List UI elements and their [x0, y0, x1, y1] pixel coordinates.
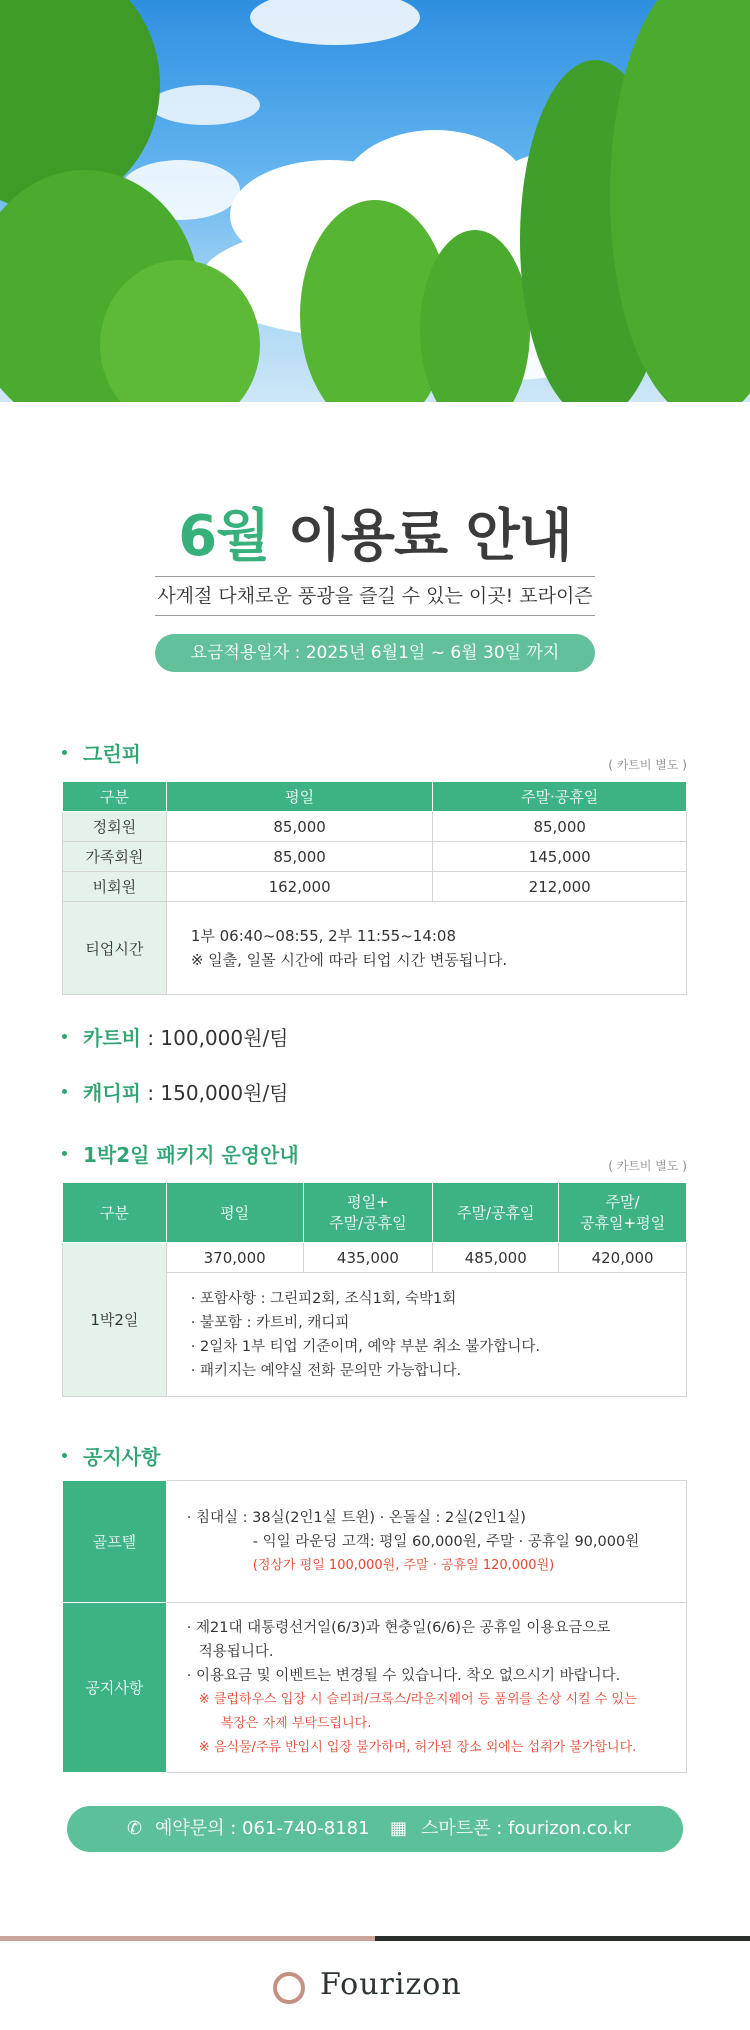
subtitle: 사계절 다채로운 풍광을 즐길 수 있는 이곳! 포라이즌	[155, 576, 595, 616]
smartphone-icon: ▦	[390, 1818, 408, 1839]
notice-line: 적용됩니다.	[198, 1643, 274, 1660]
golftel-rooms: · 침대실 : 38실(2인1실 트윈) · 온돌실 : 2실(2인1실)	[186, 1509, 526, 1526]
hero-image	[0, 0, 750, 402]
table-row: 골프텔 · 침대실 : 38실(2인1실 트윈) · 온돌실 : 2실(2인1실) - 익일 라운딩 고객: 평일 60,000원, 주말 · 공휴일 90,000원 (정상가 평일 100,000원, 주말 · 공휴일 120,000원)	[63, 1481, 687, 1603]
golftel-rate: - 익일 라운딩 고객: 평일 60,000원, 주말 · 공휴일 90,000원	[252, 1533, 640, 1550]
logo-icon	[273, 1972, 305, 2004]
notice-warning: ※ 클럽하우스 입장 시 슬리퍼/크록스/라운지웨어 등 품위를 손상 시킬 수 있는	[198, 1691, 637, 1707]
table-header-row: 구분 평일 주말·공휴일	[63, 782, 687, 812]
page-title	[0, 492, 750, 572]
table-row: 1박2일 370,000 435,000 485,000 420,000	[63, 1243, 687, 1273]
phone-icon: ✆	[127, 1818, 143, 1839]
reservation-phone[interactable]: 예약문의 : 061-740-8181	[155, 1818, 370, 1839]
table-row: 정회원 85,000 85,000	[63, 812, 687, 842]
list-item: · 불포함 : 카트비, 캐디피	[190, 1314, 350, 1331]
teeup-note: ※ 일출, 일몰 시간에 따라 티업 시간 변동됩니다.	[190, 951, 508, 969]
package-note: ( 카트비 별도 )	[608, 1159, 687, 1173]
teeup-times: 1부 06:40~08:55, 2부 11:55~14:08	[190, 927, 456, 945]
table-row: 공지사항 · 제21대 대통령선거일(6/3)과 현충일(6/6)은 공휴일 이용요금으로 적용됩니다. · 이용요금 및 이벤트는 변경될 수 있습니다. 착오 없으시기 바랍니다. ※ 클럽하우스 입장 시 슬리퍼/크록스/라운지웨어 등 품위를 손상 시킬 수 있는 복장은 자제 부탁드립니다. ※ 음식물/주류 반입시 입장 불가하며, 허가된 장소 외에는 섭취가 불가합니다.	[63, 1603, 687, 1773]
table-row: 가족회원 85,000 145,000	[63, 842, 687, 872]
notice-warning: 복장은 자제 부탁드립니다.	[220, 1715, 372, 1731]
notice-table	[62, 1480, 687, 1773]
green-fee-table	[62, 781, 687, 995]
list-item: · 2일차 1부 티업 기준이며, 예약 부분 취소 불가합니다.	[190, 1338, 541, 1355]
golftel-regular-price: (정상가 평일 100,000원, 주말 · 공휴일 120,000원)	[252, 1557, 555, 1573]
notice-line: · 제21대 대통령선거일(6/3)과 현충일(6/6)은 공휴일 이용요금으로	[186, 1619, 611, 1636]
list-item: · 포함사항 : 그린피2회, 조식1회, 숙박1회	[190, 1290, 457, 1307]
caddie-fee: 캐디피 : 150,000원/팀	[62, 1077, 289, 1106]
package-details	[191, 1287, 686, 1383]
green-fee-note: ( 카트비 별도 )	[608, 758, 687, 772]
footer-divider	[0, 1936, 375, 1941]
contact-bar	[67, 1806, 683, 1852]
notice-line: · 이용요금 및 이벤트는 변경될 수 있습니다. 착오 없으시기 바랍니다.	[186, 1667, 621, 1684]
title-month: 6월	[178, 504, 270, 569]
package-table	[62, 1182, 687, 1397]
logo: Fourizon	[320, 1967, 462, 2002]
website-link[interactable]: 스마트폰 : fourizon.co.kr	[421, 1818, 631, 1839]
notice-warning: ※ 음식물/주류 반입시 입장 불가하며, 허가된 장소 외에는 섭취가 불가합니다.	[198, 1739, 637, 1755]
footer-divider	[375, 1936, 750, 1941]
list-item: · 패키지는 예약실 전화 문의만 가능합니다.	[190, 1362, 462, 1379]
teeup-row: 티업시간 1부 06:40~08:55, 2부 11:55~14:08 ※ 일출, 일몰 시간에 따라 티업 시간 변동됩니다.	[63, 902, 687, 995]
package-heading: 1박2일 패키지 운영안내	[62, 1139, 299, 1168]
apply-date-badge: 요금적용일자 : 2025년 6월1일 ~ 6월 30일 까지	[155, 634, 595, 672]
table-row: 비회원 162,000 212,000	[63, 872, 687, 902]
title-text: 이용료 안내	[287, 504, 572, 569]
green-fee-heading: 그린피	[62, 738, 141, 767]
cart-fee: 카트비 : 100,000원/팀	[62, 1022, 289, 1051]
table-header-row: 구분 평일 평일+ 주말/공휴일 주말/공휴일 주말/ 공휴일+평일	[63, 1183, 687, 1243]
notice-heading: 공지사항	[62, 1441, 160, 1470]
